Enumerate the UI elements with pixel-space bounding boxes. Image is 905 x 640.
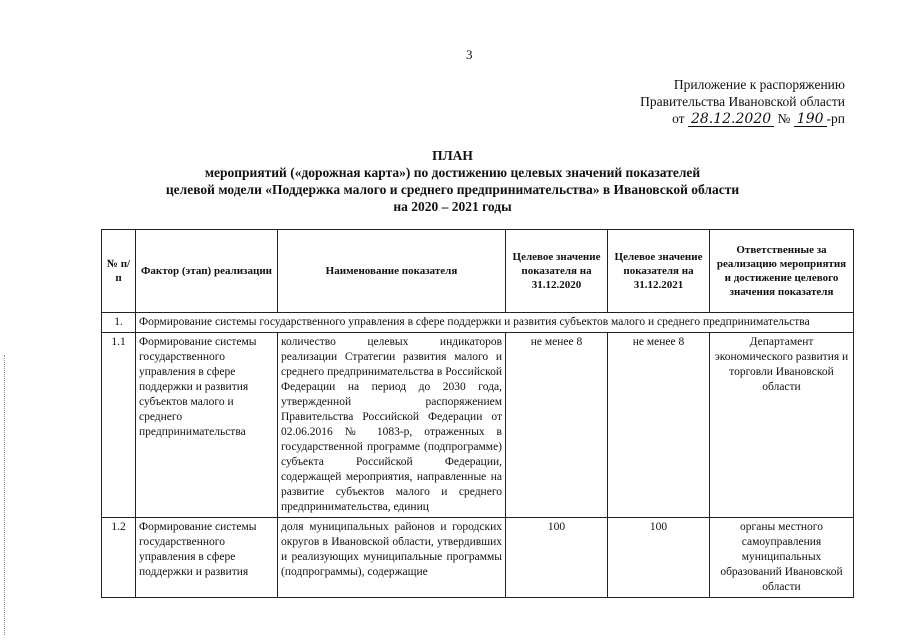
scan-margin-marks [4,355,8,635]
row-responsible: органы местного самоуправления муниципальных образований Ивановской области [710,518,854,598]
handwritten-date: 28.12.2020 [688,112,774,127]
row-target-2021: не менее 8 [608,333,710,518]
header-target-2020: Целевое значение показателя на 31.12.2020 [506,230,608,313]
section-num: 1. [102,313,136,333]
table-row [102,518,854,598]
row-factor: Формирование системы государственного управления в сфере поддержки и развития субъектов малого и среднего предпринимательства [136,333,278,518]
header-responsible: Ответственные за реализацию мероприятия и достижение целевого значения показателя [710,230,854,313]
document-title [0,147,905,215]
row-target-2020: 100 [506,518,608,598]
header-target-2021: Целевое значение показателя на 31.12.2021 [608,230,710,313]
row-indicator: доля муниципальных районов и городских округов в Ивановской области, утвердивших и реализующих муниципальные программы (подпрограммы), содержащие [278,518,506,598]
page-number: 3 [466,47,473,62]
title-line-2: мероприятий («дорожная карта») по достижению целевых значений показателей [204,165,701,180]
appendix-block [640,76,845,127]
row-target-2021: 100 [608,518,710,598]
title-line-1: ПЛАН [432,148,473,163]
number-suffix: -рп [826,111,845,126]
section-title: Формирование системы государственного управления в сфере поддержки и развития субъектов малого и среднего предпринимательства [136,313,854,333]
row-num: 1.1 [102,333,136,518]
title-line-4: на 2020 – 2021 годы [393,199,512,214]
table-header-row [102,230,854,313]
header-indicator: Наименование показателя [278,230,506,313]
appendix-line-1: Приложение к распоряжению [673,77,845,92]
appendix-line-2: Правительства Ивановской области [640,94,845,109]
header-num: № п/п [102,230,136,313]
from-label: от [672,111,685,126]
plan-table [101,229,854,598]
row-target-2020: не менее 8 [506,333,608,518]
handwritten-number: 190 [794,112,827,127]
title-line-3: целевой модели «Поддержка малого и среднего предпринимательства» в Ивановской области [165,182,740,197]
row-responsible: Департамент экономического развития и торговли Ивановской области [710,333,854,518]
appendix-date-line [640,110,845,127]
header-factor: Фактор (этап) реализации [136,230,278,313]
row-num: 1.2 [102,518,136,598]
section-row [102,313,854,333]
table-row [102,333,854,518]
number-label: № [777,111,791,126]
row-factor: Формирование системы государственного управления в сфере поддержки и развития [136,518,278,598]
row-indicator: количество целевых индикаторов реализации Стратегии развития малого и среднего предпринимательства в Российской Федерации на период до 2030 года, утвержденной распоряжением Правительства Российской Федерации от 02.06.2016 № 1083-р, отраженных в государственной программе (подпрограмме) субъекта Российской Федерации, содержащей мероприятия, направленные на развитие субъектов малого и среднего предпринимательства, единиц [278,333,506,518]
